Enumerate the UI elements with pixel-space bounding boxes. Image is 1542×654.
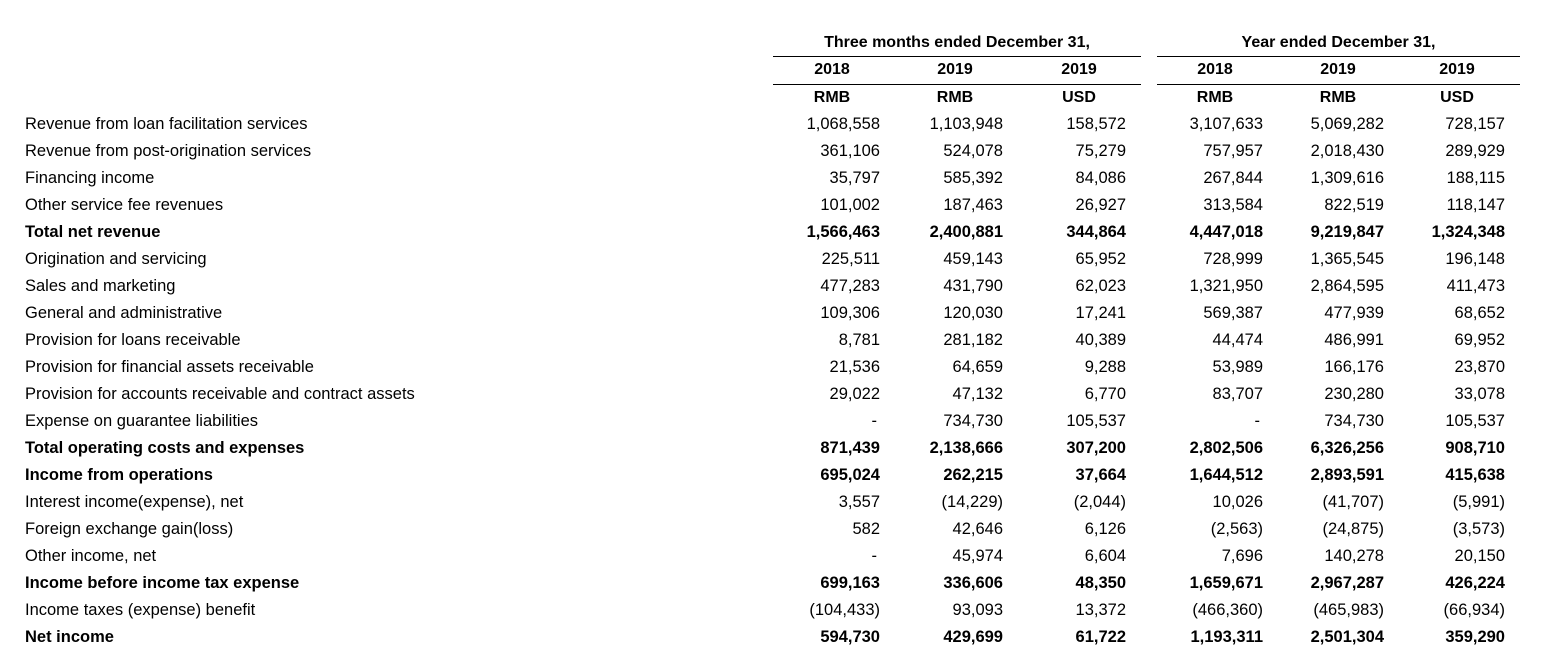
table-row [0, 624, 1542, 651]
row-label: Origination and servicing [25, 250, 207, 268]
header-currency-2: RMB [936, 89, 974, 106]
row-value-col-6: 289,929 [1445, 142, 1505, 160]
row-label: Income taxes (expense) benefit [25, 601, 256, 619]
row-value-col-1: 361,106 [820, 142, 880, 160]
row-value-col-4: (2,563) [1210, 520, 1263, 538]
row-value-col-2: 1,103,948 [929, 115, 1003, 133]
table-row [0, 408, 1542, 435]
row-value-col-5: (41,707) [1322, 493, 1384, 511]
row-value-col-1: - [871, 547, 877, 565]
row-value-col-5: 822,519 [1324, 196, 1384, 214]
row-value-col-5: 477,939 [1324, 304, 1384, 322]
row-value-col-4: 44,474 [1212, 331, 1263, 349]
row-value-col-4: 569,387 [1203, 304, 1263, 322]
row-value-col-6: 23,870 [1454, 358, 1505, 376]
row-value-col-4: 267,844 [1203, 169, 1263, 187]
row-value-col-3: 40,389 [1075, 331, 1126, 349]
header-year-rule-2 [1157, 84, 1520, 85]
table-row [0, 489, 1542, 516]
row-value-col-3: 61,722 [1075, 628, 1126, 646]
row-value-col-4: 313,584 [1203, 196, 1263, 214]
row-value-col-6: 69,952 [1454, 331, 1505, 349]
row-value-col-4: 1,644,512 [1189, 466, 1263, 484]
header-year-5: 2019 [1320, 61, 1356, 78]
row-value-col-6: 68,652 [1454, 304, 1505, 322]
row-value-col-5: 2,501,304 [1310, 628, 1384, 646]
row-value-col-1: 109,306 [820, 304, 880, 322]
row-value-col-6: 728,157 [1445, 115, 1505, 133]
row-value-col-2: 431,790 [943, 277, 1003, 295]
row-value-col-5: 5,069,282 [1310, 115, 1384, 133]
row-value-col-5: (465,983) [1313, 601, 1384, 619]
row-label: Net income [25, 628, 114, 646]
row-value-col-1: 225,511 [821, 250, 880, 268]
row-value-col-2: 120,030 [943, 304, 1003, 322]
row-value-col-3: 62,023 [1075, 277, 1126, 295]
row-value-col-2: 93,093 [952, 601, 1003, 619]
row-value-col-1: 594,730 [820, 628, 880, 646]
row-value-col-1: 1,566,463 [806, 223, 880, 241]
row-value-col-1: 21,536 [829, 358, 880, 376]
table-row [0, 246, 1542, 273]
row-value-col-3: 84,086 [1075, 169, 1126, 187]
row-value-col-4: 53,989 [1212, 358, 1263, 376]
table-row [0, 381, 1542, 408]
row-value-col-3: 65,952 [1075, 250, 1126, 268]
row-value-col-4: 7,696 [1221, 547, 1263, 565]
row-value-col-6: (3,573) [1452, 520, 1505, 538]
row-label: Revenue from post-origination services [25, 142, 312, 160]
row-value-col-6: 1,324,348 [1431, 223, 1505, 241]
row-value-col-3: 307,200 [1066, 439, 1126, 457]
table-row [0, 327, 1542, 354]
row-value-col-3: 6,770 [1084, 385, 1126, 403]
row-value-col-1: 871,439 [820, 439, 880, 457]
row-value-col-6: 188,115 [1446, 169, 1505, 187]
row-value-col-1: (104,433) [809, 601, 880, 619]
row-value-col-3: 75,279 [1075, 142, 1126, 160]
row-value-col-4: 10,026 [1212, 493, 1263, 511]
table-row [0, 165, 1542, 192]
header-currency-3: USD [1062, 89, 1096, 106]
row-value-col-4: - [1254, 412, 1260, 430]
table-row [0, 597, 1542, 624]
row-value-col-6: 359,290 [1445, 628, 1505, 646]
row-value-col-4: 4,447,018 [1189, 223, 1263, 241]
row-value-col-6: (66,934) [1443, 601, 1505, 619]
row-value-col-2: 45,974 [952, 547, 1003, 565]
row-value-col-4: (466,360) [1192, 601, 1263, 619]
row-value-col-6: 33,078 [1454, 385, 1505, 403]
row-value-col-1: 1,068,558 [806, 115, 880, 133]
row-value-col-5: 486,991 [1324, 331, 1384, 349]
row-value-col-2: 187,463 [943, 196, 1003, 214]
header-year-1: 2018 [814, 61, 850, 78]
header-year-3: 2019 [1061, 61, 1097, 78]
row-value-col-2: 336,606 [943, 574, 1003, 592]
row-label: Provision for loans receivable [25, 331, 241, 349]
row-value-col-5: 9,219,847 [1310, 223, 1384, 241]
table-row [0, 354, 1542, 381]
row-value-col-3: 37,664 [1075, 466, 1126, 484]
row-value-col-2: 734,730 [943, 412, 1003, 430]
row-value-col-1: 695,024 [820, 466, 880, 484]
table-row [0, 570, 1542, 597]
row-value-col-3: 17,241 [1075, 304, 1126, 322]
row-label: Provision for financial assets receivable [25, 358, 314, 376]
row-label: Other income, net [25, 547, 157, 565]
row-value-col-2: 524,078 [943, 142, 1003, 160]
row-value-col-2: 64,659 [952, 358, 1003, 376]
row-value-col-5: 140,278 [1324, 547, 1384, 565]
row-value-col-5: 2,967,287 [1310, 574, 1384, 592]
row-value-col-4: 1,321,950 [1189, 277, 1263, 295]
row-label: Financing income [25, 169, 155, 187]
header-year-6: 2019 [1439, 61, 1475, 78]
header-year-2: 2019 [937, 61, 973, 78]
row-label: Other service fee revenues [25, 196, 224, 214]
header-year-rule [1157, 56, 1520, 57]
row-value-col-6: 105,537 [1445, 412, 1505, 430]
row-value-col-5: 1,365,545 [1310, 250, 1384, 268]
row-value-col-1: 29,022 [829, 385, 880, 403]
row-value-col-3: 158,572 [1066, 115, 1126, 133]
row-label: Income from operations [25, 466, 213, 484]
table-row [0, 273, 1542, 300]
row-value-col-1: 35,797 [829, 169, 880, 187]
row-value-col-6: 118,147 [1446, 196, 1505, 214]
row-value-col-1: 8,781 [838, 331, 880, 349]
row-value-col-2: 2,400,881 [929, 223, 1003, 241]
row-value-col-6: 415,638 [1445, 466, 1505, 484]
row-value-col-5: 166,176 [1324, 358, 1384, 376]
header-three-months: Three months ended December 31, [824, 34, 1090, 51]
row-value-col-3: 6,604 [1084, 547, 1126, 565]
table-row [0, 462, 1542, 489]
row-value-col-5: 6,326,256 [1310, 439, 1384, 457]
row-value-col-2: 281,182 [943, 331, 1003, 349]
header-year: Year ended December 31, [1241, 34, 1436, 51]
row-value-col-4: 83,707 [1212, 385, 1263, 403]
row-label: Sales and marketing [25, 277, 176, 295]
row-value-col-2: 429,699 [943, 628, 1003, 646]
table-row [0, 219, 1542, 246]
row-value-col-4: 757,957 [1203, 142, 1263, 160]
row-value-col-4: 2,802,506 [1189, 439, 1263, 457]
header-year-4: 2018 [1197, 61, 1233, 78]
row-value-col-2: 459,143 [943, 250, 1003, 268]
table-row [0, 516, 1542, 543]
row-value-col-5: 734,730 [1324, 412, 1384, 430]
row-value-col-3: 26,927 [1075, 196, 1126, 214]
row-label: Total operating costs and expenses [25, 439, 305, 457]
row-value-col-3: 13,372 [1075, 601, 1126, 619]
row-value-col-3: 6,126 [1084, 520, 1126, 538]
row-value-col-1: 3,557 [838, 493, 880, 511]
row-label: General and administrative [25, 304, 223, 322]
row-value-col-2: 2,138,666 [929, 439, 1003, 457]
row-value-col-5: 2,893,591 [1310, 466, 1384, 484]
row-value-col-6: 426,224 [1445, 574, 1505, 592]
row-value-col-1: - [871, 412, 877, 430]
table-row [0, 138, 1542, 165]
header-currency-6: USD [1440, 89, 1474, 106]
row-value-col-3: (2,044) [1073, 493, 1126, 511]
row-label: Expense on guarantee liabilities [25, 412, 258, 430]
table-row [0, 435, 1542, 462]
row-label: Foreign exchange gain(loss) [25, 520, 234, 538]
row-value-col-6: (5,991) [1452, 493, 1505, 511]
row-label: Revenue from loan facilitation services [25, 115, 308, 133]
row-value-col-6: 411,473 [1446, 277, 1505, 295]
header-three-months-rule [773, 56, 1141, 57]
row-value-col-5: 2,018,430 [1310, 142, 1384, 160]
row-value-col-1: 582 [852, 520, 880, 538]
table-row [0, 111, 1542, 138]
header-currency-5: RMB [1319, 89, 1357, 106]
row-value-col-4: 3,107,633 [1189, 115, 1263, 133]
table-row [0, 543, 1542, 570]
row-value-col-2: 585,392 [943, 169, 1003, 187]
row-label: Provision for accounts receivable and contract assets [25, 385, 415, 403]
row-value-col-5: (24,875) [1322, 520, 1384, 538]
row-value-col-6: 196,148 [1445, 250, 1505, 268]
table-row [0, 300, 1542, 327]
row-value-col-4: 1,659,671 [1189, 574, 1263, 592]
row-label: Income before income tax expense [25, 574, 300, 592]
row-value-col-3: 105,537 [1066, 412, 1126, 430]
row-value-col-3: 9,288 [1084, 358, 1126, 376]
row-value-col-2: 262,215 [943, 466, 1003, 484]
row-value-col-1: 477,283 [820, 277, 880, 295]
row-value-col-6: 908,710 [1445, 439, 1505, 457]
table-row [0, 192, 1542, 219]
row-value-col-1: 101,002 [820, 196, 880, 214]
row-value-col-2: (14,229) [941, 493, 1003, 511]
row-value-col-5: 230,280 [1324, 385, 1384, 403]
row-value-col-6: 20,150 [1454, 547, 1505, 565]
row-value-col-1: 699,163 [820, 574, 880, 592]
row-value-col-2: 42,646 [952, 520, 1003, 538]
row-label: Total net revenue [25, 223, 161, 241]
row-value-col-4: 728,999 [1203, 250, 1263, 268]
header-three-months-rule-2 [773, 84, 1141, 85]
header-currency-4: RMB [1196, 89, 1234, 106]
header-currency-1: RMB [813, 89, 851, 106]
row-value-col-5: 1,309,616 [1310, 169, 1384, 187]
row-value-col-3: 344,864 [1066, 223, 1126, 241]
row-label: Interest income(expense), net [25, 493, 244, 511]
row-value-col-4: 1,193,311 [1190, 628, 1263, 646]
row-value-col-2: 47,132 [952, 385, 1003, 403]
row-value-col-3: 48,350 [1075, 574, 1126, 592]
row-value-col-5: 2,864,595 [1310, 277, 1384, 295]
